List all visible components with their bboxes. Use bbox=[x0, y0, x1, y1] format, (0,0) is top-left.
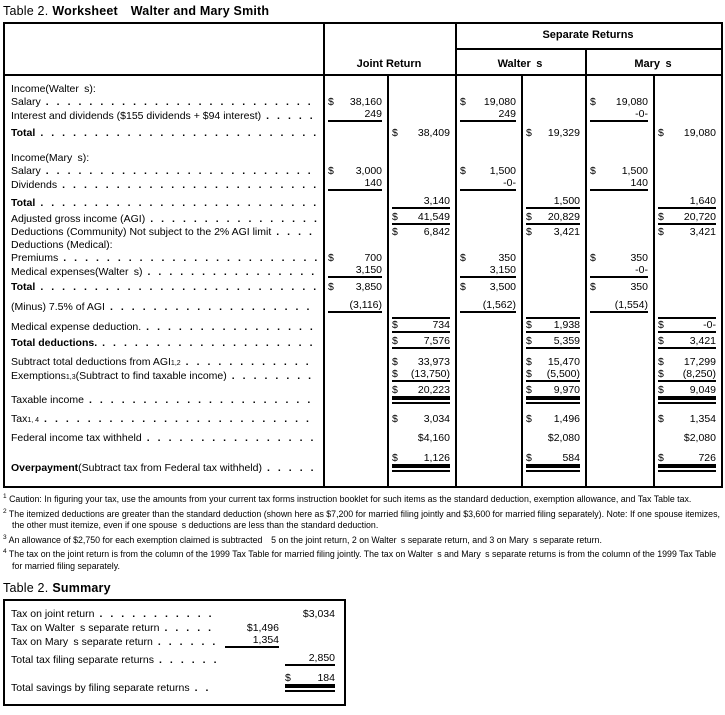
cell-walter-entry: $ 3,500 bbox=[460, 281, 516, 293]
table-row bbox=[5, 238, 721, 251]
dot-leader bbox=[41, 165, 317, 177]
dot-leader bbox=[41, 96, 317, 108]
table-row bbox=[5, 335, 721, 349]
cell-walter-entry: $ 1,500 bbox=[460, 165, 516, 177]
cell-total: $ 184 bbox=[285, 672, 335, 685]
row-label: Adjusted gross income (AGI) ..... bbox=[5, 213, 323, 225]
cell-walter-total: $2,080 bbox=[547, 432, 580, 444]
cell-joint-total: $4,160 bbox=[417, 432, 450, 444]
summary-title-prefix: Table 2. bbox=[3, 581, 49, 596]
column-divider bbox=[387, 76, 389, 486]
table-row bbox=[5, 82, 721, 95]
cell-mary-total: $ -0- bbox=[658, 319, 716, 331]
row-label: Deductions (Medical): bbox=[11, 239, 113, 251]
worksheet-table bbox=[3, 22, 723, 488]
dot-leader bbox=[261, 110, 317, 122]
cell-total: $3,034 bbox=[302, 608, 335, 621]
header-mary: Mary s bbox=[634, 58, 672, 70]
table-row bbox=[5, 299, 721, 313]
row-label: Overpayment (Subtract tax from Federal tax withheld) ..... bbox=[5, 462, 323, 474]
cell-mary-entry: $ 350 bbox=[590, 281, 648, 293]
header-divider bbox=[455, 48, 721, 50]
header-joint-return: Joint Return bbox=[356, 58, 422, 70]
cell-walter-total: $ 1,496 bbox=[526, 413, 580, 425]
worksheet-title bbox=[3, 4, 725, 18]
header-walter: Walter s bbox=[497, 58, 543, 70]
table-row bbox=[5, 95, 721, 108]
cell-walter-total: 1,500 bbox=[521, 195, 585, 209]
cell-walter-total: $ 20,829 bbox=[526, 211, 580, 223]
cell-joint-total: 3,140 bbox=[387, 195, 455, 209]
row-label: Tax on Mary s separate return ..... bbox=[11, 636, 222, 648]
row-label: Taxable income ..... bbox=[5, 394, 323, 406]
table-row bbox=[5, 355, 721, 368]
table-row bbox=[5, 251, 721, 264]
column-divider bbox=[323, 76, 325, 486]
table-row bbox=[5, 384, 721, 406]
cell-mary-total: $ 9,049 bbox=[658, 384, 716, 396]
dot-leader bbox=[39, 413, 317, 425]
cell-joint-total: $ 7,576 bbox=[392, 335, 450, 347]
cell-mary-total: $ 20,720 bbox=[658, 211, 716, 223]
cell-walter-total: $ 5,359 bbox=[526, 335, 580, 347]
dot-leader bbox=[97, 337, 317, 349]
footnote-4: $^4$ The tax on the joint return is from the column of the 1999 Tax Table for married filing jointly. The tax on Walter s and Mary s separate returns is from the column of the 1999 Tax Table for married filing separately. bbox=[3, 548, 717, 571]
table-row bbox=[5, 195, 721, 209]
row-label: Total ..... bbox=[5, 197, 323, 209]
cell-walter-entry: -0- bbox=[455, 177, 521, 191]
cell-joint-total: $ 41,549 bbox=[392, 211, 450, 223]
cell-walter-entry: $ 19,080 bbox=[460, 96, 516, 108]
cell-walter-total: $ 19,329 bbox=[526, 127, 580, 139]
row-label: Exemptions 1,3 (Subtract to find taxable income) ..... bbox=[5, 370, 323, 382]
dot-leader bbox=[58, 252, 317, 264]
dot-leader bbox=[35, 281, 317, 293]
row-label: Salary ..... bbox=[5, 96, 323, 108]
row-label: Tax on Walter s separate return ..... bbox=[11, 622, 222, 634]
cell-mary-entry: 140 bbox=[585, 177, 653, 191]
cell-mary-entry: $ 350 bbox=[590, 252, 648, 264]
dot-leader bbox=[94, 608, 216, 620]
table-row bbox=[5, 317, 721, 333]
row-label: Income(Walter s): bbox=[11, 83, 96, 95]
dot-leader bbox=[57, 179, 317, 191]
row-label: Total deductions. ..... bbox=[5, 337, 323, 349]
dot-leader bbox=[159, 622, 216, 634]
table-row bbox=[5, 211, 721, 225]
row-label: Tax on joint return ..... bbox=[11, 608, 222, 620]
summary-row bbox=[11, 606, 338, 620]
cell-joint-entry: $ 3,850 bbox=[328, 281, 382, 293]
row-label: Deductions (Community) Not subject to the 2% AGI limit ..... bbox=[5, 226, 323, 238]
dot-leader bbox=[190, 682, 216, 694]
footnote-3: $^3$ An allowance of $2,750 for each exemption claimed is subtracted 5 on the joint return, 2 on Walter s separate return, and 3 on Mary s separate return. bbox=[3, 533, 602, 545]
row-label: Dividends ..... bbox=[5, 179, 323, 191]
cell-walter-entry: $ 350 bbox=[460, 252, 516, 264]
dot-leader bbox=[227, 370, 317, 382]
column-divider bbox=[585, 76, 587, 486]
footnote-2: $^2$ The itemized deductions are greater than the standard deduction (shown here as $7,200 for married filing jointly and $3,600 for married filing separately). Note: If one spouse itemizes, the other must itemize, even if one spouse s deductions are less than the standard deduction. bbox=[3, 507, 720, 531]
row-label: Federal income tax withheld ..... bbox=[5, 432, 323, 444]
cell-walter-entry: 249 bbox=[455, 108, 521, 122]
dot-leader bbox=[105, 301, 317, 313]
row-label: Tax 1, 4 ..... bbox=[5, 413, 323, 425]
table-row bbox=[5, 412, 721, 425]
table-row bbox=[5, 151, 721, 164]
cell-walter-entry: 3,150 bbox=[455, 264, 521, 278]
cell-mary-total: $ 1,354 bbox=[658, 413, 716, 425]
table-row bbox=[5, 368, 721, 382]
dot-leader bbox=[35, 127, 317, 139]
summary-row bbox=[11, 672, 338, 694]
table-header bbox=[5, 24, 721, 76]
cell-joint-entry: $ 3,000 bbox=[328, 165, 382, 177]
cell-mary-total: $ 19,080 bbox=[658, 127, 716, 139]
table-row bbox=[5, 126, 721, 139]
cell-separate: $1,496 bbox=[246, 622, 279, 635]
dot-leader bbox=[143, 266, 318, 278]
footnote-1: $^1$ Caution: In figuring your tax, use the amounts from your current tax forms instruction booklet for such items as the standard deduction, exemption allowance, and Tax Table tax. bbox=[3, 493, 692, 504]
row-label: Total savings by filing separate returns ..... bbox=[11, 682, 222, 694]
cell-joint-total: $ (13,750) bbox=[392, 368, 450, 380]
worksheet-title-text: Worksheet Walter and Mary Smith bbox=[52, 4, 270, 18]
row-label: Medical expenses(Walter s) ..... bbox=[5, 266, 323, 278]
dot-leader bbox=[154, 654, 216, 666]
cell-mary-entry: -0- bbox=[585, 108, 653, 122]
dot-leader bbox=[181, 356, 317, 368]
cell-joint-total: $ 734 bbox=[392, 319, 450, 331]
dot-leader bbox=[145, 213, 317, 225]
worksheet-title-prefix: Table 2. bbox=[3, 4, 49, 18]
cell-joint-total: $ 1,126 bbox=[392, 452, 450, 464]
column-divider bbox=[455, 76, 457, 486]
table-row bbox=[5, 164, 721, 177]
summary-table bbox=[3, 599, 346, 706]
dot-leader bbox=[153, 636, 216, 648]
summary-title bbox=[3, 581, 725, 595]
row-label: Total ..... bbox=[5, 127, 323, 139]
row-label: Interest and dividends ($155 dividends + $94 interest) ..... bbox=[5, 110, 323, 122]
cell-mary-total: $2,080 bbox=[683, 432, 716, 444]
cell-joint-entry: 140 bbox=[323, 177, 387, 191]
table-row bbox=[5, 225, 721, 238]
cell-joint-entry: 249 bbox=[323, 108, 387, 122]
cell-walter-total: $ 3,421 bbox=[526, 226, 580, 238]
table-row bbox=[5, 264, 721, 278]
row-label: Total tax filing separate returns ..... bbox=[11, 654, 222, 666]
row-label: Income(Mary s): bbox=[11, 152, 90, 164]
dot-leader bbox=[142, 432, 317, 444]
header-separate-returns: Separate Returns bbox=[542, 29, 634, 41]
cell-mary-total: $ (8,250) bbox=[658, 368, 716, 380]
cell-separate: 1,354 bbox=[222, 634, 282, 648]
row-label: Subtract total deductions from AGI 1,2 ..... bbox=[5, 356, 323, 368]
cell-joint-total: $ 3,034 bbox=[392, 413, 450, 425]
dot-leader bbox=[84, 394, 317, 406]
cell-mary-total: $ 726 bbox=[658, 452, 716, 464]
table-body bbox=[5, 76, 721, 486]
row-label: Total ..... bbox=[5, 281, 323, 293]
row-label: Salary ..... bbox=[5, 165, 323, 177]
cell-joint-entry: $ 38,160 bbox=[328, 96, 382, 108]
cell-total: 2,850 bbox=[282, 652, 338, 666]
cell-mary-entry: $ 1,500 bbox=[590, 165, 648, 177]
dot-leader bbox=[141, 321, 317, 333]
row-label: Premiums ..... bbox=[5, 252, 323, 264]
cell-walter-total: $ (5,500) bbox=[526, 368, 580, 380]
column-divider bbox=[653, 76, 655, 486]
cell-joint-entry: $ 700 bbox=[328, 252, 382, 264]
summary-row bbox=[11, 634, 338, 648]
dot-leader bbox=[271, 226, 317, 238]
cell-mary-entry: (1,554) bbox=[585, 299, 653, 313]
cell-walter-total: $ 15,470 bbox=[526, 356, 580, 368]
cell-joint-total: $ 6,842 bbox=[392, 226, 450, 238]
cell-mary-total: $ 17,299 bbox=[658, 356, 716, 368]
table-row bbox=[5, 108, 721, 122]
footnotes bbox=[3, 493, 723, 572]
cell-walter-total: $ 9,970 bbox=[526, 384, 580, 396]
summary-row bbox=[11, 620, 338, 634]
cell-mary-entry: $ 19,080 bbox=[590, 96, 648, 108]
cell-walter-total: $ 1,938 bbox=[526, 319, 580, 331]
cell-joint-total: $ 38,409 bbox=[392, 127, 450, 139]
row-label: Medical expense deduction. ..... bbox=[5, 321, 323, 333]
cell-mary-entry: -0- bbox=[585, 264, 653, 278]
cell-mary-total: 1,640 bbox=[653, 195, 721, 209]
cell-joint-entry: 3,150 bbox=[323, 264, 387, 278]
table-row bbox=[5, 431, 721, 444]
column-divider bbox=[521, 76, 523, 486]
table-row bbox=[5, 452, 721, 474]
row-label: (Minus) 7.5% of AGI ..... bbox=[5, 301, 323, 313]
cell-joint-total: $ 33,973 bbox=[392, 356, 450, 368]
summary-title-text: Summary bbox=[52, 581, 111, 596]
cell-walter-total: $ 584 bbox=[526, 452, 580, 464]
cell-joint-total: $ 20,223 bbox=[392, 384, 450, 396]
summary-row bbox=[11, 652, 338, 666]
cell-joint-entry: (3,116) bbox=[323, 299, 387, 313]
cell-mary-total: $ 3,421 bbox=[658, 335, 716, 347]
cell-walter-entry: (1,562) bbox=[455, 299, 521, 313]
dot-leader bbox=[262, 462, 317, 474]
cell-mary-total: $ 3,421 bbox=[658, 226, 716, 238]
table-row bbox=[5, 280, 721, 293]
table-row bbox=[5, 177, 721, 191]
dot-leader bbox=[35, 197, 317, 209]
